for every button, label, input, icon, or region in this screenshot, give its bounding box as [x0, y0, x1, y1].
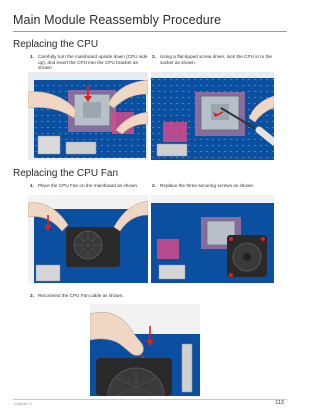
section-heading-cpu-fan: Replacing the CPU Fan	[13, 168, 119, 179]
step-text: Using a flat-tipped screw driver, lock the CPU in to the socket as shown.	[160, 54, 273, 65]
title-rule	[13, 31, 287, 32]
step-text: Carefully turn the mainboard upside down (CPU side up), and insert the CPU into the CPU bracket as shown.	[38, 54, 148, 71]
step-text: Replace the three securing screws as shown.	[160, 183, 255, 188]
step-number: 2.	[152, 54, 156, 59]
step-number: 3.	[30, 293, 34, 298]
section-heading-cpu: Replacing the CPU	[13, 39, 99, 50]
fan-step-2	[152, 183, 280, 191]
footer-chapter: Chapter 3	[14, 401, 32, 406]
photo-fan-cable	[90, 304, 200, 396]
step-number: 2.	[152, 183, 156, 188]
page-number: 113	[275, 400, 284, 406]
page-title: Main Module Reassembly Procedure	[13, 13, 222, 27]
fan-step-3	[30, 293, 230, 301]
step-number: 1.	[30, 54, 34, 59]
photo-cpu-lock	[151, 72, 274, 160]
photo-cpu-insert	[28, 72, 148, 160]
footer-rule	[13, 399, 287, 400]
cpu-step-2	[152, 54, 280, 68]
step-number: 1.	[30, 183, 34, 188]
fan-step-1	[30, 183, 150, 191]
cpu-step-1	[30, 54, 150, 74]
photo-fan-screws	[151, 195, 274, 283]
photo-fan-place	[28, 195, 148, 283]
step-text: Reconnect the CPU Fan cable as shown.	[38, 293, 124, 298]
step-text: Place the CPU Fan on the mainboard as shown.	[38, 183, 139, 188]
